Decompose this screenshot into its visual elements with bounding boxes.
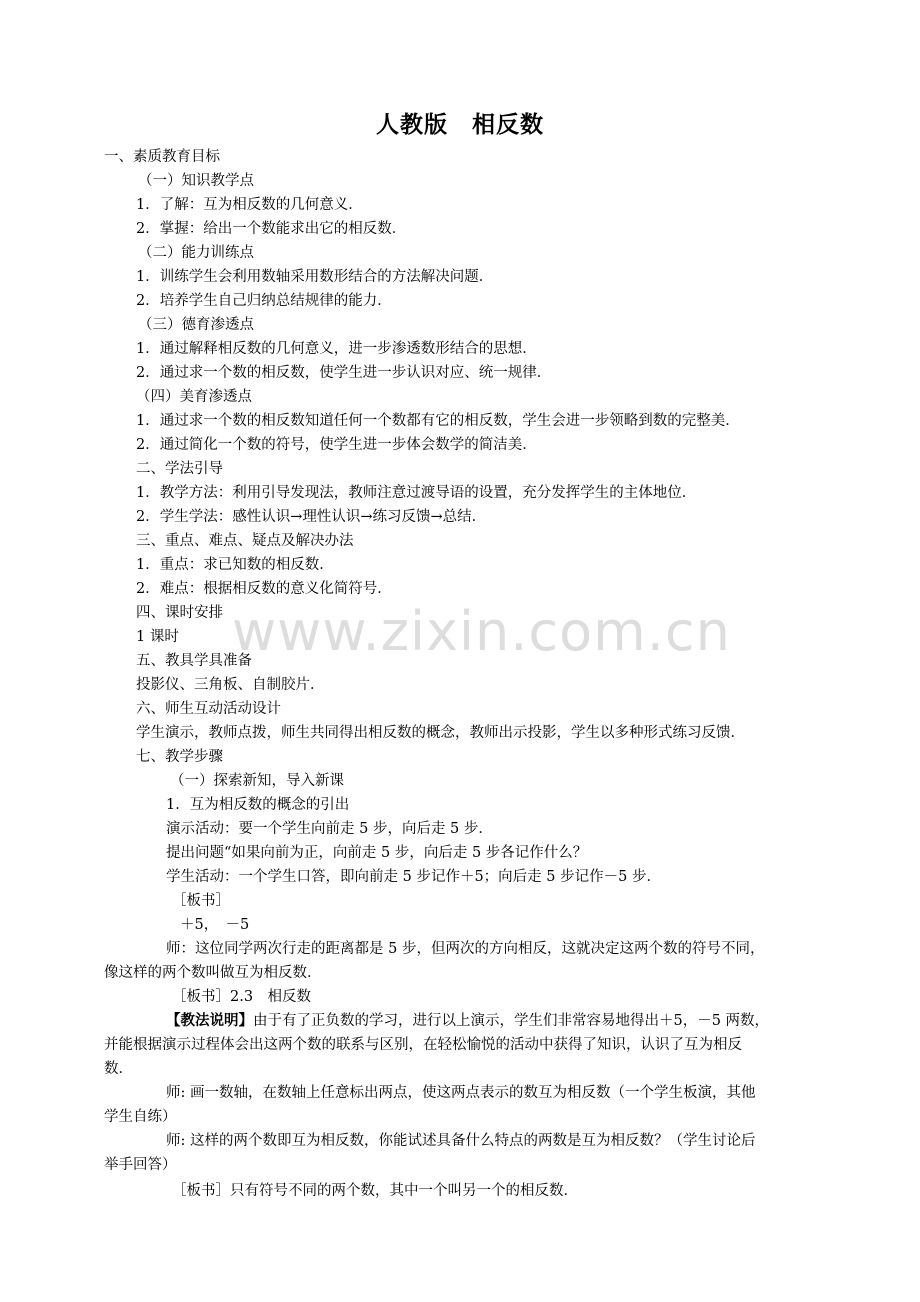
list-item: 2．学生学法：感性认识→理性认识→练习反馈→总结． [136, 509, 487, 525]
body-text: 学生自练） [104, 1109, 177, 1125]
section-heading: 五、教具学具准备 [136, 653, 252, 669]
body-text: 数． [104, 1061, 133, 1077]
list-item: 2．难点：根据相反数的意义化简符号． [136, 581, 392, 597]
document-title: 人教版 相反数 [376, 112, 544, 138]
body-text: 提出问题“如果向前为正，向前走 5 步，向后走 5 步各记作什么？ [166, 845, 588, 861]
subsection-heading: （四）美育渗透点 [136, 389, 252, 405]
subsection-heading: （三）德育渗透点 [138, 317, 254, 333]
board-note: ＋5， －5 [180, 917, 250, 933]
section-heading: 一、素质教育目标 [104, 149, 220, 165]
method-label: 【教法说明】 [166, 1012, 253, 1029]
body-text: 师: 画一数轴，在数轴上任意标出两点，使这两点表示的数互为相反数（一个学生板演，其他 [166, 1085, 756, 1101]
body-text: 举手回答） [104, 1157, 177, 1173]
board-note: ［板书］2.3 相反数 [172, 989, 312, 1005]
section-heading: 七、教学步骤 [136, 749, 223, 765]
subsection-heading: （一）探索新知，导入新课 [170, 773, 344, 789]
list-item: 1．训练学生会利用数轴采用数形结合的方法解决问题． [136, 269, 494, 285]
list-item: 2．通过简化一个数的符号，使学生进一步体会数学的简洁美． [136, 437, 537, 453]
subsection-heading: （二）能力训练点 [138, 245, 254, 261]
list-item: 2．掌握：给出一个数能求出它的相反数． [136, 221, 407, 237]
body-text: 师: 这样的两个数即互为相反数，你能试述具备什么特点的两数是互为相反数？（学生讨论后 [166, 1133, 756, 1149]
body-text: 师：这位同学两次行走的距离都是 5 步，但两次的方向相反，这就决定这两个数的符号不同， [166, 941, 765, 957]
list-item: 1．教学方法：利用引导发现法，教师注意过渡导语的设置，充分发挥学生的主体地位． [136, 485, 697, 501]
body-text: 演示活动：要一个学生向前走 5 步，向后走 5 步． [166, 821, 493, 837]
list-item: 1．通过求一个数的相反数知道任何一个数都有它的相反数，学生会进一步领略到数的完整美． [136, 413, 740, 429]
body-text [166, 1011, 769, 1031]
board-note: ［板书］只有符号不同的两个数，其中一个叫另一个的相反数． [172, 1183, 578, 1199]
section-heading: 三、重点、难点、疑点及解决办法 [136, 533, 354, 549]
section-heading: 六、师生互动活动设计 [136, 701, 281, 717]
board-note: ［板书］ [172, 893, 230, 909]
body-text: 学生活动：一个学生口答，即向前走 5 步记作＋5；向后走 5 步记作－5 步． [166, 869, 661, 885]
body-text: 并能根据演示过程体会出这两个数的联系与区别，在轻松愉悦的活动中获得了知识，认识了互为相反 [104, 1037, 742, 1053]
list-item: 1．互为相反数的概念的引出 [166, 797, 350, 813]
body-text: 学生演示，教师点拨，师生共同得出相反数的概念，教师出示投影，学生以多种形式练习反馈． [136, 725, 745, 741]
subsection-heading: （一）知识教学点 [138, 173, 254, 189]
list-item: 1．通过解释相反数的几何意义，进一步渗透数形结合的思想． [136, 341, 537, 357]
section-heading: 四、课时安排 [136, 605, 223, 621]
body-text: 像这样的两个数叫做互为相反数． [104, 965, 322, 981]
watermark: www.zixin.com.cn [232, 600, 731, 663]
list-item: 1．了解：互为相反数的几何意义． [136, 197, 363, 213]
list-item: 1．重点：求已知数的相反数． [136, 557, 334, 573]
method-text: 由于有了正负数的学习，进行以上演示，学生们非常容易地得出＋5，－5 两数， [253, 1013, 770, 1029]
section-heading: 二、学法引导 [136, 461, 223, 477]
body-text: 1 课时 [136, 629, 179, 645]
list-item: 2．通过求一个数的相反数，使学生进一步认识对应、统一规律． [136, 365, 552, 381]
list-item: 2．培养学生自己归纳总结规律的能力． [136, 293, 392, 309]
body-text: 投影仪、三角板、自制胶片． [136, 677, 325, 693]
